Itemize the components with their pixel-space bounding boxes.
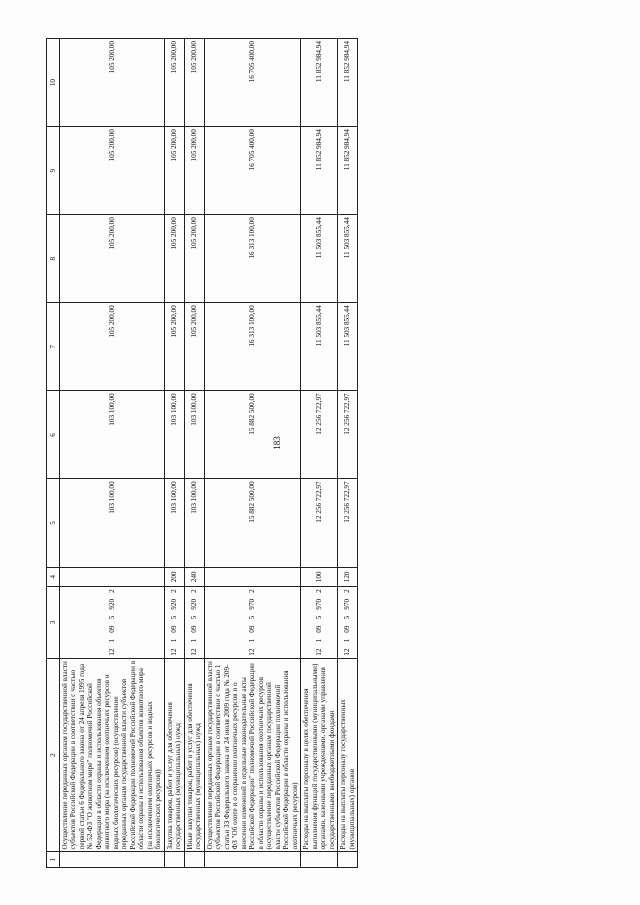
cell-v6: 103 100,00 bbox=[184, 391, 204, 479]
code-parts bbox=[343, 589, 351, 656]
cell-v9: 105 200,00 bbox=[164, 127, 184, 215]
table-row bbox=[164, 39, 184, 868]
cell-description: Расходы на выплаты персоналу в целях обеспечения выполнения функций государственными (муниципальными) органами, казенными учреждениями, органами управления государственными внебюджетными фондами bbox=[301, 658, 338, 852]
cell-v5: 12 256 722,97 bbox=[301, 479, 338, 567]
table-row bbox=[60, 39, 165, 868]
cell-col-1 bbox=[301, 852, 338, 868]
code-part: 09 bbox=[170, 625, 179, 633]
table-row bbox=[204, 39, 300, 868]
cell-v5: 103 100,00 bbox=[164, 479, 184, 567]
cell-v6: 15 882 500,00 bbox=[204, 391, 300, 479]
cell-col-1 bbox=[184, 852, 204, 868]
rotated-table-container bbox=[46, 38, 606, 868]
table-row bbox=[301, 39, 338, 868]
code-part: 2 bbox=[170, 589, 179, 593]
cell-code bbox=[184, 587, 204, 659]
code-part: 920 bbox=[170, 598, 179, 610]
cell-description: Закупка товаров, работ и услуг для обеспечения государственных (муниципальных) нужд bbox=[164, 658, 184, 852]
table-row bbox=[184, 39, 204, 868]
code-part: 12 bbox=[314, 648, 323, 656]
code-part: 920 bbox=[107, 598, 116, 610]
cell-v7: 16 313 100,00 bbox=[204, 303, 300, 391]
cell-v10: 16 705 400,00 bbox=[204, 39, 300, 127]
cell-code bbox=[301, 587, 338, 659]
code-part: 1 bbox=[170, 638, 179, 643]
page-number: 183 bbox=[271, 436, 282, 450]
code-part: 5 bbox=[190, 615, 199, 620]
table-body bbox=[60, 39, 358, 868]
cell-vr: 100 bbox=[301, 567, 338, 587]
cell-vr bbox=[60, 567, 165, 587]
cell-description: Осуществление переданных органам государственной власти субъектов Российской Федерации в соответствии с частью первой статьи 6 Федерального закона от 24 апреля 1995 года № 52-ФЗ "О животном мире" полномочий Российской Федерации в области охраны и использования объектов животного мира (за исключением охотничьих ресурсов и водных биологических ресурсов) (осуществление переданных органам государственной власти субъектов Российской Федерации полномочий Российской Федерации в области охраны и использования объектов животного мира (за исключением охотничьих ресурсов и водных биологических ресурсов)) bbox=[60, 658, 165, 852]
code-parts bbox=[170, 589, 178, 656]
cell-vr bbox=[204, 567, 300, 587]
table-row bbox=[338, 39, 358, 868]
cell-v10: 105 200,00 bbox=[60, 39, 165, 127]
cell-v7: 11 503 855,44 bbox=[338, 303, 358, 391]
cell-v5: 103 100,00 bbox=[60, 479, 165, 567]
cell-v10: 11 852 984,94 bbox=[301, 39, 338, 127]
cell-code bbox=[338, 587, 358, 659]
header-col-10: 10 bbox=[47, 39, 60, 127]
code-part: 09 bbox=[343, 625, 352, 633]
header-row bbox=[47, 39, 60, 868]
cell-v8: 11 503 855,44 bbox=[338, 215, 358, 303]
code-part: 920 bbox=[190, 598, 199, 610]
cell-code bbox=[204, 587, 300, 659]
cell-col-1 bbox=[164, 852, 184, 868]
code-part: 5 bbox=[314, 615, 323, 620]
code-part: 12 bbox=[248, 648, 257, 656]
code-part: 09 bbox=[314, 625, 323, 633]
header-col-7: 7 bbox=[47, 303, 60, 391]
cell-v10: 105 200,00 bbox=[164, 39, 184, 127]
code-part: 5 bbox=[343, 615, 352, 620]
code-parts bbox=[190, 589, 198, 656]
cell-v8: 16 313 100,00 bbox=[204, 215, 300, 303]
code-parts bbox=[248, 589, 256, 656]
cell-v7: 105 200,00 bbox=[60, 303, 165, 391]
cell-vr: 200 bbox=[164, 567, 184, 587]
cell-v5: 15 882 500,00 bbox=[204, 479, 300, 567]
code-parts bbox=[315, 589, 323, 656]
code-part: 2 bbox=[343, 589, 352, 593]
code-part: 1 bbox=[314, 638, 323, 643]
code-part: 12 bbox=[190, 648, 199, 656]
code-part: 5 bbox=[170, 615, 179, 620]
code-part: 970 bbox=[314, 598, 323, 610]
cell-v7: 105 200,00 bbox=[184, 303, 204, 391]
header-col-1: 1 bbox=[47, 852, 60, 868]
code-part: 2 bbox=[190, 589, 199, 593]
code-part: 1 bbox=[107, 638, 116, 643]
cell-description: Иные закупки товаров, работ и услуг для обеспечения государственных (муниципальных) нужд bbox=[184, 658, 204, 852]
header-col-8: 8 bbox=[47, 215, 60, 303]
code-part: 12 bbox=[170, 648, 179, 656]
code-part: 5 bbox=[248, 615, 257, 620]
header-col-3: 3 bbox=[47, 587, 60, 659]
cell-v8: 105 200,00 bbox=[184, 215, 204, 303]
budget-table bbox=[46, 38, 358, 868]
cell-v6: 103 100,00 bbox=[164, 391, 184, 479]
code-part: 1 bbox=[343, 638, 352, 643]
cell-col-1 bbox=[204, 852, 300, 868]
cell-v9: 11 852 984,94 bbox=[338, 127, 358, 215]
cell-v9: 16 705 400,00 bbox=[204, 127, 300, 215]
cell-v9: 11 852 984,94 bbox=[301, 127, 338, 215]
cell-col-1 bbox=[338, 852, 358, 868]
code-part: 1 bbox=[190, 638, 199, 643]
cell-v7: 105 200,00 bbox=[164, 303, 184, 391]
code-part: 2 bbox=[248, 589, 257, 593]
cell-vr: 240 bbox=[184, 567, 204, 587]
code-part: 09 bbox=[190, 625, 199, 633]
cell-vr: 120 bbox=[338, 567, 358, 587]
cell-v7: 11 503 855,44 bbox=[301, 303, 338, 391]
code-part: 12 bbox=[107, 648, 116, 656]
cell-v9: 105 200,00 bbox=[184, 127, 204, 215]
cell-v5: 103 100,00 bbox=[184, 479, 204, 567]
cell-description: Осуществление переданных органам государственной власти субъектов Российской Федерации в соответствии с частью 1 статьи 33 Федерального закона от 24 июля 2009 года № 209-ФЗ "Об охоте и о сохранении охотничьих ресурсов и о внесении изменений в отдельные законодательные акты Российской Федерации" полномочий Российской Федерации в области охраны и использования охотничьих ресурсов (осуществление переданных органам государственной власти субъектов Российской Федерации полномочий Российской Федерации в области охраны и использования охотничьих ресурсов) bbox=[204, 658, 300, 852]
cell-col-1 bbox=[60, 852, 165, 868]
cell-v5: 12 256 722,97 bbox=[338, 479, 358, 567]
code-part: 2 bbox=[314, 589, 323, 593]
cell-v6: 12 256 722,97 bbox=[301, 391, 338, 479]
cell-v8: 105 200,00 bbox=[60, 215, 165, 303]
code-part: 09 bbox=[107, 625, 116, 633]
cell-code bbox=[60, 587, 165, 659]
code-part: 12 bbox=[343, 648, 352, 656]
cell-v8: 105 200,00 bbox=[164, 215, 184, 303]
header-col-9: 9 bbox=[47, 127, 60, 215]
code-part: 970 bbox=[248, 598, 257, 610]
cell-v10: 11 852 984,94 bbox=[338, 39, 358, 127]
cell-code bbox=[164, 587, 184, 659]
code-parts bbox=[108, 589, 116, 656]
cell-v6: 12 256 722,97 bbox=[338, 391, 358, 479]
cell-v8: 11 503 855,44 bbox=[301, 215, 338, 303]
code-part: 1 bbox=[248, 638, 257, 643]
cell-v6: 103 100,00 bbox=[60, 391, 165, 479]
code-part: 970 bbox=[343, 598, 352, 610]
header-col-2: 2 bbox=[47, 658, 60, 852]
cell-v9: 105 200,00 bbox=[60, 127, 165, 215]
cell-v10: 105 200,00 bbox=[184, 39, 204, 127]
header-col-4: 4 bbox=[47, 567, 60, 587]
code-part: 09 bbox=[248, 625, 257, 633]
header-col-5: 5 bbox=[47, 479, 60, 567]
code-part: 5 bbox=[107, 615, 116, 620]
code-part: 2 bbox=[107, 589, 116, 593]
cell-description: Расходы на выплаты персоналу государственных (муниципальных) органов bbox=[338, 658, 358, 852]
header-col-6: 6 bbox=[47, 391, 60, 479]
